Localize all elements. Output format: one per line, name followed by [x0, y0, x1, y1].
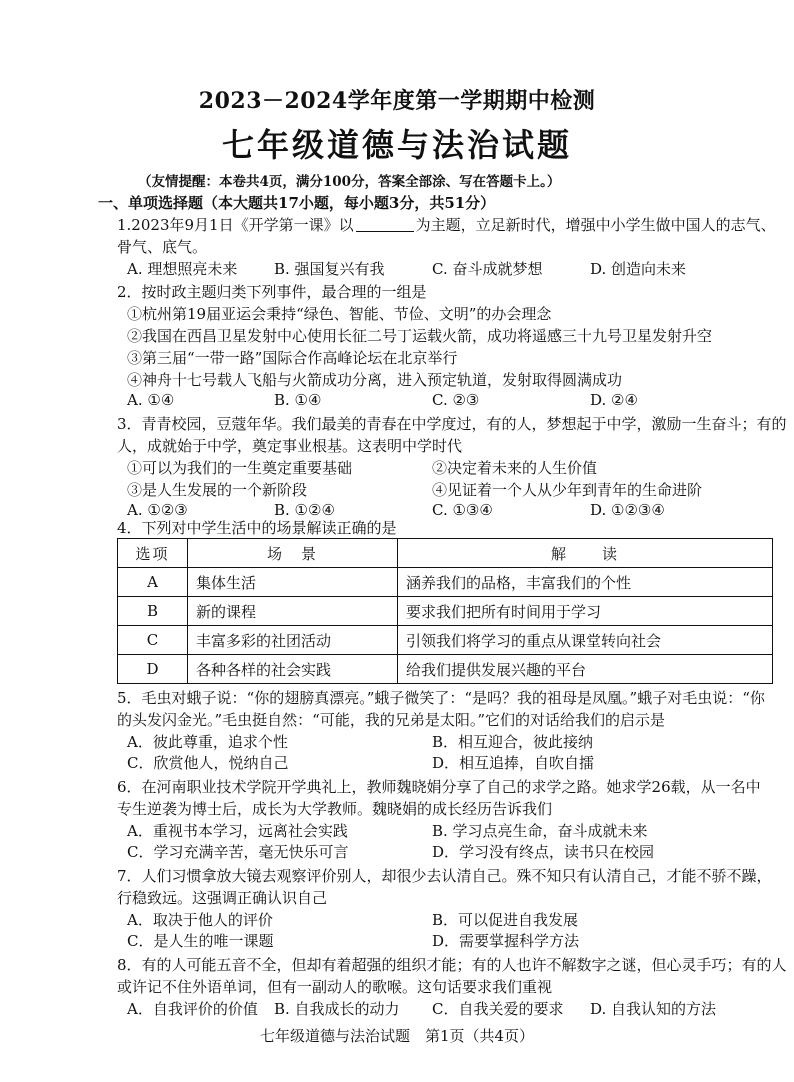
table-cell-scene: 新的课程: [188, 597, 398, 626]
table-cell-interpretation: 要求我们把所有时间用于学习: [398, 597, 773, 626]
question-6-option-b: B. 学习点亮生命，奋斗成就未来: [432, 822, 648, 840]
question-1-option-d: D. 创造向未来: [590, 260, 687, 278]
question-3-item-3: ③是人生发展的一个新阶段: [127, 481, 308, 499]
question-3-item-1: ①可以为我们的一生奠定重要基础: [127, 459, 353, 477]
question-2-item-3: ③第三届“一带一路”国际合作高峰论坛在北京举行: [127, 349, 458, 367]
question-3-line-1: 3．青青校园，豆蔻年华。我们最美的青春在中学度过，有的人，梦想起于中学，激励一生奋斗；有的: [117, 415, 787, 433]
table-header-option: 选项: [118, 539, 188, 568]
question-1-option-b: B. 强国复兴有我: [274, 260, 385, 278]
question-3-item-4: ④见证着一个人从少年到青年的生命进阶: [432, 481, 703, 499]
question-6-line-2: 专生逆袭为博士后，成长为大学教师。魏晓娟的成长经历告诉我们: [117, 800, 553, 818]
question-2-item-1: ①杭州第19届亚运会秉持“绿色、智能、节俭、文明”的办会理念: [127, 305, 552, 323]
question-7-option-c: C．是人生的唯一课题: [127, 932, 274, 950]
table-cell-interpretation: 涵养我们的品格，丰富我们的个性: [398, 568, 773, 597]
question-6-option-d: D．学习没有终点，读书只在校园: [432, 843, 655, 861]
table-cell-interpretation: 引领我们将学习的重点从课堂转向社会: [398, 626, 773, 655]
table-cell-option: C: [118, 626, 188, 655]
question-2-option-a: A. ①④: [127, 391, 175, 409]
question-4-table: [117, 538, 773, 684]
question-2-stem: 2．按时政主题归类下列事件，最合理的一组是: [117, 283, 427, 301]
question-5-line-2: 的头发闪金光。”毛虫挺自然：“可能，我的兄弟是太阳。”它们的对话给我们的启示是: [117, 711, 666, 729]
table-row: [118, 597, 773, 626]
question-8-line-2: 或许记不住外语单词，但有一副动人的歌喉。这句话要求我们重视: [117, 978, 553, 996]
question-5-option-c: C．欣赏他人，悦纳自己: [127, 754, 289, 772]
question-3-option-d: D. ①②③④: [590, 501, 665, 519]
question-8-option-c: C．自我关爱的要求: [432, 1000, 564, 1018]
table-row: [118, 568, 773, 597]
table-cell-option: B: [118, 597, 188, 626]
table-header-row: [118, 539, 773, 568]
question-3-option-b: B. ①②④: [274, 501, 335, 519]
table-row: [118, 626, 773, 655]
question-2-option-d: D. ②④: [590, 391, 638, 409]
question-5-option-a: A．彼此尊重，追求个性: [127, 733, 288, 751]
question-1-line-2: 骨气、底气。: [117, 238, 208, 256]
question-6-option-a: A．重视书本学习，远离社会实践: [127, 822, 348, 840]
question-5-option-b: B．相互迎合，彼此接纳: [432, 733, 594, 751]
question-4-stem: 4．下列对中学生活中的场景解读正确的是: [117, 519, 397, 537]
question-1-text-pre: 1.2023年9月1日《开学第一课》以: [117, 216, 354, 234]
question-2-option-b: B. ①④: [274, 391, 322, 409]
friendly-reminder: （友情提醒：本卷共4页，满分100分，答案全部涂、写在答题卡上。）: [138, 174, 561, 190]
question-6-option-c: C．学习充满辛苦，毫无快乐可言: [127, 843, 349, 861]
section-heading: 一、单项选择题（本大题共17小题，每小题3分，共51分）: [98, 194, 496, 212]
question-3-item-2: ②决定着未来的人生价值: [432, 459, 598, 477]
question-3-option-a: A. ①②③: [127, 501, 188, 519]
question-8-option-d: D. 自我认知的方法: [590, 1000, 717, 1018]
table-cell-option: D: [118, 655, 188, 684]
question-1-line-1: [117, 215, 776, 235]
question-6-line-1: 6．在河南职业技术学院开学典礼上，教师魏晓娟分享了自己的求学之路。她求学26载，从一名中: [117, 778, 761, 796]
question-7-line-1: 7．人们习惯拿放大镜去观察评价别人，却很少去认清自己。殊不知只有认清自己，才能不骄不躁，: [117, 867, 772, 885]
table-cell-scene: 丰富多彩的社团活动: [188, 626, 398, 655]
table-row: [118, 655, 773, 684]
table-cell-option: A: [118, 568, 188, 597]
table-header-scene: 场 景: [188, 539, 398, 568]
exam-subject-title: 七年级道德与法治试题: [221, 126, 572, 164]
question-7-option-a: A．取决于他人的评价: [127, 911, 273, 929]
table-header-interpretation: 解 读: [398, 539, 773, 568]
question-7-option-b: B．可以促进自我发展: [432, 911, 579, 929]
page-footer: 七年级道德与法治试题 第1页（共4页）: [259, 1027, 535, 1045]
question-2-item-4: ④神舟十七号载人飞船与火箭成功分离，进入预定轨道，发射取得圆满成功: [127, 371, 623, 389]
question-1-option-a: A. 理想照亮未来: [127, 260, 238, 278]
question-5-option-d: D．相互追捧，自吹自擂: [432, 754, 595, 772]
question-2-item-2: ②我国在西昌卫星发射中心使用长征二号丁运载火箭，成功将遥感三十九号卫星发射升空: [127, 327, 713, 345]
question-3-line-2: 人，成就始于中学，奠定事业根基。这表明中学时代: [117, 437, 463, 455]
question-7-option-d: D．需要掌握科学方法: [432, 932, 580, 950]
question-8-option-a: A．自我评价的价值: [127, 1000, 258, 1018]
question-3-option-c: C. ①③④: [432, 501, 493, 519]
question-5-line-1: 5．毛虫对蛾子说：“你的翅膀真漂亮。”蛾子微笑了：“是吗？我的祖母是凤凰。”蛾子对毛虫说：“你: [117, 689, 765, 707]
question-8-option-b: B. 自我成长的动力: [274, 1000, 400, 1018]
question-7-line-2: 行稳致远。这强调正确认识自己: [117, 889, 328, 907]
question-2-option-c: C. ②③: [432, 391, 480, 409]
table-cell-scene: 集体生活: [188, 568, 398, 597]
question-8-line-1: 8．有的人可能五音不全，但却有着超强的组织才能；有的人也许不解数字之谜，但心灵手巧；有的人: [117, 956, 787, 974]
question-1-text-post: 为主题，立足新时代，增强中小学生做中国人的志气、: [415, 216, 776, 234]
table-cell-interpretation: 给我们提供发展兴趣的平台: [398, 655, 773, 684]
table-cell-scene: 各种各样的社会实践: [188, 655, 398, 684]
question-1-option-c: C. 奋斗成就梦想: [432, 260, 543, 278]
answer-blank: [356, 217, 414, 232]
exam-term-title: 2023－2024学年度第一学期期中检测: [198, 88, 596, 114]
